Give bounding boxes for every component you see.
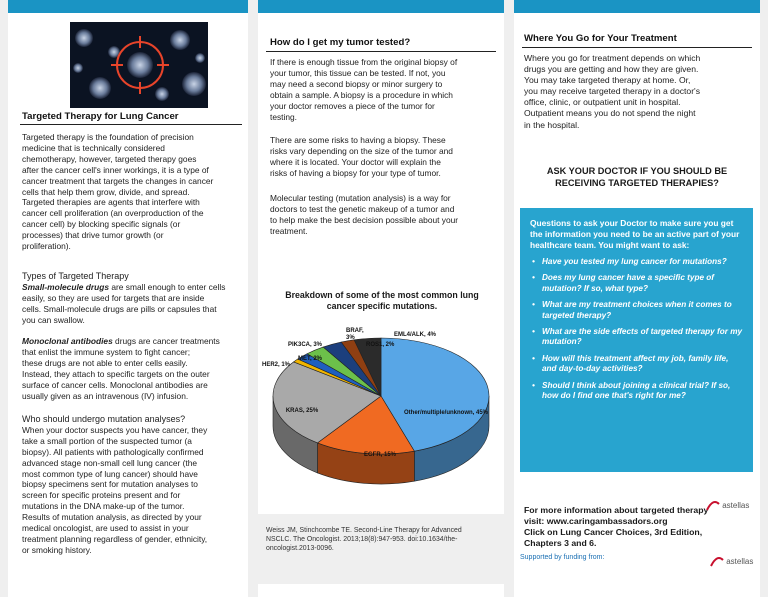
where-heading: Where You Go for Your Treatment — [524, 33, 677, 44]
bullet-icon: • — [532, 257, 535, 266]
heading-divider — [266, 51, 496, 52]
pie-label: Other/multiple/unknown, 45% — [403, 410, 489, 416]
bullet-icon: • — [532, 327, 535, 337]
pie-label: ROS1, 2% — [366, 342, 395, 348]
cancer-cell-image — [70, 22, 208, 108]
accent-bar — [514, 0, 760, 13]
page-margin-right — [760, 0, 768, 597]
where-paragraph: Where you go for treatment depends on which drugs you are getting and how they are given. You may take targeted therapy at home. Or, you may receive targeted therapy in a doctor's office, clinic, or outpatient unit in hospital. Outpatient means you do not spend the night in the hospital. — [524, 53, 701, 130]
molecular-paragraph: Molecular testing (mutation analysis) is a way for doctors to test the genetic makeup of a tumor and to help make the best decision possible about your treatment. — [270, 193, 459, 236]
who-heading: Who should undergo mutation analyses? — [22, 414, 186, 424]
pie-label: HER2, 1% — [262, 362, 291, 368]
questions-box — [520, 208, 753, 472]
more-info: For more information about targeted therapy visit: www.caringambassadors.org Click on Lung Cancer Choices, 3rd Edition, Chapters 3 and 6. — [524, 505, 749, 549]
pie-label: KRAS, 25% — [285, 408, 319, 414]
types-section: Types of Targeted Therapy Small-molecule drugs are small enough to enter cells easily, so they are used for targets that are inside cells. Small-molecule drugs are pills or capsules that you can swallow. — [22, 271, 250, 326]
question-item: • Does my lung cancer have a specific type of mutation? If so, what type? — [532, 273, 715, 293]
accent-bar — [8, 0, 248, 13]
mutation-pie-chart — [258, 322, 504, 512]
question-item: • What are my treatment choices when it comes to targeted therapy? — [532, 300, 732, 320]
question-item: • What are the side effects of targeted therapy for my mutation? — [532, 327, 743, 347]
page-margin-left — [0, 0, 8, 597]
supported-by: Supported by funding from: — [520, 554, 605, 561]
pie-label: PIK3CA, 3% — [288, 342, 323, 348]
bullet-icon: • — [532, 380, 535, 390]
pie-label: EGFR, 15% — [363, 452, 397, 458]
pie-label: EML4/ALK, 4% — [394, 332, 437, 338]
panel-left — [8, 0, 248, 597]
chart-title: Breakdown of some of the most common lung cancer specific mutations. — [285, 290, 479, 311]
panel-middle — [258, 0, 504, 597]
section-title: Targeted Therapy for Lung Cancer — [22, 111, 179, 122]
monoclonal-paragraph: Monoclonal antibodies drugs are cancer treatments that enlist the immune system to fight cancer; these drugs are not able to enter cells easily. Instead, they attach to specific targets on the outer surface of cancer cells. Monoclonal antibodies are usually given as an intravenous (IV) infusion. — [22, 336, 220, 401]
tissue-paragraph: If there is enough tissue from the original biopsy of your tumor, this tissue can be tested. If not, you may need a second biopsy or minor surgery to obtain a sample. A biopsy is a procedure in which your doctor removes a piece of the tumor for testing. — [270, 57, 458, 122]
pie-label: BRAF, 3% — [346, 328, 364, 341]
small-molecule-term: Small-molecule drugs — [22, 281, 110, 292]
risks-paragraph: There are some risks to having a biopsy. These risks vary depending on the size of the tumor and where it is located. Your doctor will explain the risks of having a biopsy for your type of tumor. — [270, 135, 453, 178]
cell-illustration-icon — [70, 22, 208, 108]
bullet-icon: • — [532, 353, 535, 363]
bullet-icon: • — [532, 300, 535, 310]
testing-heading: How do I get my tumor tested? — [270, 37, 411, 48]
swoosh-icon — [710, 556, 724, 568]
monoclonal-term: Monoclonal antibodies — [22, 336, 113, 346]
swoosh-icon — [706, 500, 720, 512]
panel-right — [514, 0, 760, 597]
bullet-icon: • — [532, 273, 535, 283]
reference-box: Weiss JM, Stinchcombe TE. Second-Line Therapy for Advanced NSCLC. The Oncologist. 2013;18(8):947-953. doi:10.1634/the- oncologist.2013-0096. — [258, 514, 504, 584]
title-divider — [20, 124, 242, 125]
question-item: • Should I think about joining a clinical trial? If so, how do I find one that's right for me? — [532, 380, 731, 401]
question-item: • Have you tested my lung cancer for mutations? — [532, 257, 727, 266]
accent-bar — [258, 0, 504, 13]
questions-intro: Questions to ask your Doctor to make sure you get the information you need to be an active part of your healthcare team. You might want to ask: — [530, 218, 740, 250]
sponsor-logo-bottom: astellas — [710, 556, 753, 568]
website-link[interactable]: visit: www.caringambassadors.org — [524, 516, 668, 526]
panel-gutter — [504, 0, 514, 597]
types-heading: Types of Targeted Therapy — [22, 271, 129, 281]
question-item: • How will this treatment affect my job, family life, and day-to-day activities? — [532, 353, 729, 374]
intro-paragraph: Targeted therapy is the foundation of precision medicine that is technically considered chemotherapy, however, targeted therapy goes after the cancer cell's inner workings, it is a type of cancer treatment that targets the changes in cancer cells that help them grow, divide, and spread. Targeted therapies are agents that interfere with cancer cell proliferation (an overproduction of the cancer cell) by blocking specific signals (or processes) that drive tumor growth (or proliferation). — [22, 132, 214, 252]
sponsor-logo-top: astellas — [706, 500, 749, 512]
pie-label: MET, 2% — [298, 356, 323, 362]
ask-doctor-callout: ASK YOUR DOCTOR IF YOU SHOULD BE RECEIVING TARGETED THERAPIES? — [546, 166, 728, 188]
who-section: Who should undergo mutation analyses? When your doctor suspects you have cancer, they take a small portion of the suspected tumor (a biopsy). All patients with pathologically confirmed advanced stage non-small cell lung cancer (the most common type of lung cancer) should have biopsy specimens sent for mutation analyses to screen for specific proteins present and for mutations in the DNA make-up of the tumor. Results of mutation analysis, as directed by your medical oncologist, are used to assist in your treatment planning regardless of gender, ethnicity, or smoking history. — [22, 414, 250, 556]
heading-divider — [522, 47, 752, 48]
